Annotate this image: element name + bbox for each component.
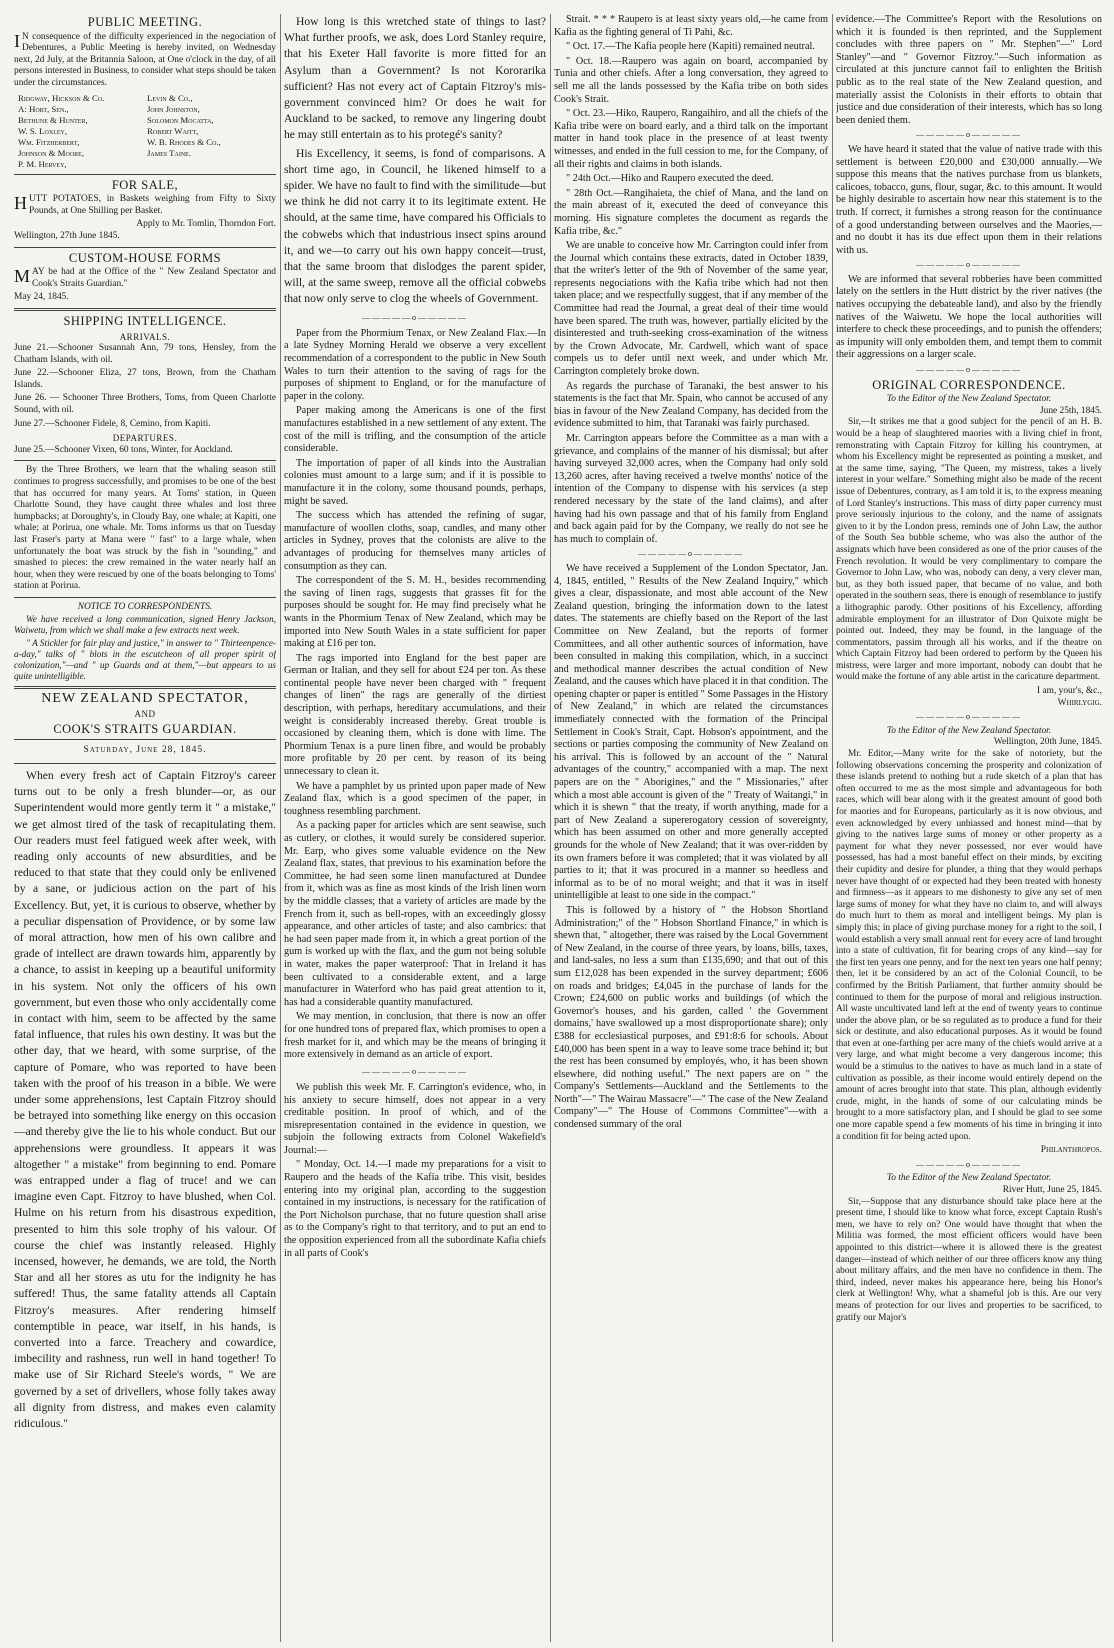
letter-date: River Hutt, June 25, 1845. (1002, 1185, 1102, 1195)
flax-paragraph: As a packing paper for articles which are sent seawise, such as cutlery, or clothes, it would surely be considered superior. Mr. Earp, who gives some valuable evidence on the New Zealand flax, states, that previous to his examination before the Committee, he had seen some linen manufactured at Dundee from it, which was as fine as most kinds of the Irish linen worn by the middle classes; that a variety of articles are made by the French from it, such as bell-ropes, with an exceedingly glossy appearance, and other articles of taste; and also cambrics: that he had seen paper made from it, in which a great portion of the gum is worked up with the flax, and the gum not being soluble in water, makes the paper waterproof: That in Ireland it has been cultivated to a considerable extent, and a large manufacturer in Waterford who has paid great attention to it, has had a considerable quantity manufactured. (284, 820, 546, 1008)
ornament-divider: —————o————— (916, 130, 1022, 140)
customs-date: May 24, 1845. (14, 292, 69, 303)
ornament-divider: —————o————— (916, 260, 1022, 270)
column-rule (550, 14, 551, 1642)
public-meeting-notice (14, 32, 276, 90)
supplement-article (554, 563, 828, 1132)
letter-salutation-heading: To the Editor of the New Zealand Spectator. (886, 725, 1052, 736)
arrival-entry: June 26. — Schooner Three Brothers, Toms, from Queen Charlotte Sound, with oil. (14, 393, 276, 416)
article-paragraph: We are unable to conceive how Mr. Carrington could infer from the Journal which contains these extracts, dated in October 1839, that the writer's letter of the 9th of November of the same year, represents negociations with the Kafia tribe which had not then taken place; and we respectfully suggest, that if any member of the Committee had read the Journal, a great deal of their time would have been spared. The truth was, however, partially elicited by the disinterested and truth-seeking cross-examination of the witness by the Crown Advocate, Mr. Cardwell, which want of space compels us to defer until next week, and under which Mr. Carrington completely broke down. (554, 240, 828, 378)
article-paragraph: Mr. Carrington appears before the Committee as a man with a grievance, and complains of the manner of his dismissal; but after having surveyed 32,000 acres, when the Company had only sold 13,260 acres, after having received a twelve months' notice of the intention of the Company to dispense with his services (a step rendered necessary by the state of the land claims), and after having had his own passage and that of his family from England and back again paid for by the Company, we really do not see he has much to complain of. (554, 433, 828, 545)
article-paragraph: " 24th Oct.—Hiko and Raupero executed the deed. (566, 173, 774, 185)
flax-article (284, 328, 546, 1062)
letter-date: June 25th, 1845. (1040, 405, 1102, 416)
signatory-name: P. M. Hervey, (18, 158, 67, 169)
departures-list (14, 445, 276, 457)
divider (14, 597, 276, 598)
article-paragraph: " Oct. 23.—Hiko, Raupero, Rangaihiro, and all the chiefs of the Kafia tribe were on board early, and a third talk on the important matter in hand took place in the presence of at least twenty witnesses, and ended in the full cession to me, for the Company, of all their rights and claims in both islands. (554, 108, 828, 170)
flax-paragraph: The success which has attended the refining of sugar, manufacture of woollen cloths, soap, candles, and many other articles in Sydney, proves that the colonists are alive to the advantages of producing for themselves many articles of consumption as they can. (284, 510, 546, 572)
divider (14, 763, 276, 764)
column-3 (554, 14, 828, 1642)
carrington-paragraph: We publish this week Mr. F. Carrington's evidence, who, in his anxiety to secure himself, does not appear in a very creditable position. In proof of which, and of the misrepresentation contained in the evidence in question, we subjoin the following extracts from Colonel Wakefield's Journal:— (284, 1081, 546, 1156)
arrival-entry: June 21.—Schooner Susannah Ann, 79 tons, Hensley, from the Chatham Islands, with oil. (14, 343, 276, 365)
ornament-divider: —————o————— (916, 365, 1022, 375)
signatory-name: John Johnston, (147, 103, 200, 114)
article-paragraph: " Oct. 18.—Raupero was again on board, accompanied by Tunia and other chiefs. After a long conversation, they agreed to sell me all the lands possessed by the Kafia tribe on both sides Cook's Strait. (554, 55, 828, 105)
trade-paragraph: We have heard it stated that the value of native trade with this settlement is between £20,000 and £30,000 annually.—We suppose this means that the natives purchase from us blankets, calicoes, tobacco, guns, flour, sugar, &c. to this amount. It would be highly desirable to ascertain how near this statement is to the truth. If correct, it furnishes a strong reason for the continuance of a good understanding between ourselves and the Maories,—and no doubt it has its due effect upon them in their relations with us. (836, 143, 1102, 256)
column-rule (832, 14, 833, 1642)
signatory-name: Ridgway, Hickson & Co. (18, 92, 105, 103)
departure-entry: June 25.—Schooner Vixen, 60 tons, Winter, for Auckland. (14, 444, 233, 455)
column-4 (836, 14, 1102, 1642)
signatory-name (147, 159, 276, 170)
letter-closing: I am, your's, &c., (1037, 686, 1102, 697)
article-paragraph: " 28th Oct.—Rangihaieta, the chief of Mana, and the land on the main abreast of it, executed the deed of conveyance this morning. His signature completes the document as regards the Kafia tribe, &c." (554, 187, 828, 237)
masthead-subtitle: COOK'S STRAITS GUARDIAN. (53, 721, 237, 736)
arrivals-list (14, 343, 276, 430)
robbery-paragraph: We are informed that several robberies have been committed lately on the settlers in the Hutt district by the river natives (the natives occupying the debateable land), and also by the friendly natives of the Waiwetu. We hope the local authorities will interfere to check these proceedings, and to punish the offenders; as impunity will only embolden them, and tempt them to commit their aggressions on a larger scale. (836, 273, 1102, 361)
ornament-divider: —————o————— (362, 312, 468, 322)
letter-salutation-heading: To the Editor of the New Zealand Spectator. (886, 394, 1052, 405)
supplement-paragraph: We have received a Supplement of the London Spectator, Jan. 4, 1845, entitled, " Results of the New Zealand Inquiry," which gives a clear, dispassionate, and most able account of the New Zealand question, bringing the information down to the latest dates. The statements are chiefly based on the Report of the last Committee on New Zealand, but the reports of former Committees, and all other authentic sources of information, have been consulted in making this compilation, which, in a succinct and methodical manner describes the actual condition of New Zealand, and the causes which have placed it in that condition. The opening chapter or paper is entitled " Some Passages in the History of New Zealand," in which are related the circumstances immediately connected with the formation of the Principal Settlement in Cook's Strait, Capt. Hobson's appointment, and the sections or parties composing the community of New Zealand on his arrival. This is followed by an account of the " Natural advantages of the country," accompanied with a map. The next papers are on the " Aborigines," and the " Missionaries," after which a most able account is given of the " Treaty of Waitangi," in which it is shewn " that the treaty, if worth anything, made for a part of New Zealand a supererogatory cession of sovereignty, which has been assumed on other and more generally accepted grounds for the whole of New Zealand; that it was over-ridden by its own framers before it was completed; that it was violated by all parties to it; that it was procured in a manner so heedless and informal as to be of no moral weight; and that it was in itself unintelligible at least to one side in the compact." (554, 562, 828, 902)
public-meeting-text: N consequence of the difficulty experienced in the negociation of Debentures, a Public Meeting is hereby invited, on Wednesday next, 2d July, at the Britannia Saloon, at One o'clock in the day, of all persons interested in Business, to consider what steps should be taken under the circumstances. (14, 31, 276, 88)
letter-signature: Philanthropos. (1040, 1145, 1102, 1156)
flax-paragraph: The rags imported into England for the best paper are German or Italian, and they sell for about £24 per ton. As these continental people have never been charged with " frequent changes of linen" the rags are generally of the dirtiest description, with perhaps, hereditary accumulations, and their weight is considerably increased thereby. Great trouble is occasioned by cleaning them, which is done with lime. The Phormium Tenax is a pure linen fibre, and would be probably more profitable by 20 per cent. by reason of its being unnecessary to clean it. (284, 652, 546, 778)
for-sale-date: Wellington, 27th June 1845. (14, 230, 120, 241)
for-sale-heading: FOR SALE, (111, 177, 179, 192)
for-sale-text: UTT POTATOES, in Baskets weighing from Fifty to Sixty Pounds, at One Shilling per Basket. (29, 194, 276, 216)
notice-heading: NOTICE TO CORRESPONDENTS. (77, 601, 213, 612)
supplement-paragraph: This is followed by a history of " the Hobson Shortland Administration;" of the " Hobson Shortland Finance," in which is shewn that, " altogether, there was raised by the Local Government of New Zealand, in the course of three years, by loans, bills, taxes, and land-sales, no less a sum than £135,690; and that out of this sum £12,028 has been expended in the survey department; £606 on roads and bridges; £4,045 in the purchase of lands for the Crown; £24,600 on public works and buildings (of which the Governor's houses, and his garden, called ' the Government domains,' have swallowed up a most disproportionate share); only £388 for ecclesiastical purposes, and £91:8:6 for schools. About £40,000 has been spent in a way to leave some trace behind it; but the rest has been consumed by employés, who, it has been shown elsewhere, did nothing useful." The next papers are on " the Company's Settlements—Auckland and the Settlements to the North"—" The Wairau Massacre"—" The case of the New Zealand Company"—" The House of Commons Committee"—with a condensed summary of the oral (554, 904, 828, 1131)
masthead-and: AND (134, 709, 156, 720)
signatory-name: A: Hort, Sen., (18, 103, 69, 114)
customs-text: AY be had at the Office of the " New Zealand Spectator and Cook's Straits Guardian." (32, 267, 276, 289)
arrival-entry: June 27.—Schooner Fidele, 8, Cemino, from Kapiti. (14, 418, 211, 429)
article-paragraph: As regards the purchase of Taranaki, the best answer to his statements is the fact that Mr. Spain, who cannot be accused of any bias in favour of the New Zealand Company, has decided from the evidence submitted to him, that Taranaki was fairly purchased. (554, 380, 828, 430)
ornament-divider: —————o————— (638, 549, 744, 559)
customs-heading: CUSTOM-HOUSE FORMS (68, 250, 222, 265)
editorial-paragraph: When every fresh act of Captain Fitzroy's career turns out to be only a fresh blunder—or, as our Superintendent would more gently term it " a mistake," we get almost tired of the task of recapitulating them. Our readers must feel fatigued week after week, with reading only accounts of new absurdities, and be reduced to that state that they could only be enlivened by a sane, or judicious action on the part of his Excellency. But, yet, it is curious to observe, whether by a peculiar dispensation of Providence, or by some law of moral attraction, how men of his own calibre and grade of intellect are drawn towards him, apparently by a chance, to assist in keeping up a beautiful uniformity in his system. Not only the officers of his own government, but even those who only accidentally come in contact with him, seem to be affected by the same fatal influence, that rules his own destiny. It was but the other day, that we heard, with some surprise, of the capture of Pomare, who was reported to have been taken with the proof of his treason in a bible. We were under some apprehensions, lest Captain Fitzroy should be betrayed into something like energy on this occasion—and thereby give the lie to his whole conduct. But our apprehensions were groundless. It appears it was altogether " a mistake" from beginning to end. Pomare was entrapped under a flag of truce! and we can imagine even Capt. Fitzroy to have blushed, when Col. Hulme on his return from his disastrous expedition, presented to him this sole trophy of his valour. Of course the chief was instantly released. Highly incensed, however, he demands, we are told, the North Star and all her stores as utu for the indignity he has suffered! Thus, the same fatality attends all Captain Fitzroy's measures. After rendering himself contemptible in peace, war itself, in his hands, is converted into a farce. Treachery and cowardice, imbecility and rashness, run well in hand together! To make use of Sir Richard Steele's words, " We are governed by a set of drivellers, whose folly takes away all dignity from distress, and makes even calamity ridiculous." (14, 768, 276, 1431)
column-2 (284, 14, 546, 1642)
signatory-name: Bethune & Hunter, (18, 114, 88, 125)
flax-paragraph: We have a pamphlet by us printed upon paper made of New Zealand flax, which is a good specimen of the paper, in toughness resembling parchment. (284, 780, 546, 817)
dropcap-letter: M (14, 266, 31, 287)
divider (14, 686, 276, 689)
for-sale-notice (14, 194, 276, 217)
for-sale-apply: Apply to Mr. Tomlin, Thorndon Fort. (136, 219, 276, 230)
editorial-paragraph: His Excellency, it seems, is fond of comparisons. A short time ago, in Council, he likened himself to a spider. We have no fault to find with the similitude—but we think he did not carry it to its legitimate extent. He should, at the same time, have compared his Officials to the cobwebs which that industrious insect spins around it, and we—to carry out his own happy conceit—trust, that the same broom that dislodges the parent spider, will, at the same sweep, remove all the official cobwebs that now only serve to clog the wheels of Government. (284, 146, 546, 306)
signatory-name: W. S. Loxley, (18, 125, 68, 136)
supplement-continued: evidence.—The Committee's Report with the Resolutions on which it is founded is then reprinted, and the Supplement concludes with three papers on " Mr. Stephen"—" Lord Stanley"—and " Governor Fitzroy."—Such information as circulated at this juncture cannot fail to enlighten the British public as to the real state of the New Zealand question, and materially assist the Colonists in their efforts to obtain that justice and due consideration of their interests, which has so long been denied them. (836, 14, 1102, 126)
flax-paragraph: The correspondent of the S. M. H., besides recommending the saving of linen rags, suggests that grasses fit for the purposes should be sought for. He may find precisely what he wants in the Phormium Tenax of New Zealand, which may be imported into New South Wales in a state sufficient for paper making at £16 per ton. (284, 575, 546, 650)
letter-body: Sir,—Suppose that any disturbance should take place here at the present time, I should like to know what force, except Captain Rush's men, we have to rely on? One would have thought that when the Militia was formed, the most efficient officers would have been appointed to this district—where it is allowed there is the greatest danger—instead of which neither of our three officers know any thing about military affairs, and the men have no confidence in them. The third, indeed, never makes his appearance here, being his Honor's clerk at Wellington! Why, what a shameful job is this. Are our very means of protection for our lives and properties to be sacrificed, to gratify our Major's (836, 1196, 1102, 1323)
divider (14, 308, 276, 311)
divider (14, 460, 276, 461)
public-meeting-heading: PUBLIC MEETING. (87, 15, 203, 29)
ornament-divider: —————o————— (916, 712, 1022, 722)
flax-paragraph: The importation of paper of all kinds into the Australian colonies must amount to a large sum; and if it is possible to manufacture it in the colony, some thousand pounds, perhaps, might be saved. (284, 457, 546, 507)
column-1 (14, 14, 276, 1642)
editorial-continued: How long is this wretched state of things to last? What further proofs, we ask, does Lord Stanley require, that his Exeter Hall favorite is more fitted for an Asylum than a Government? Is not Kororarika sufficient? Has not every act of Captain Fitzroy's mis-government convinced him? Or does he wait for Auckland to be sacked, to remove any lingering doubt he may still entertain as to his protegé's sanity? (284, 15, 546, 142)
flax-paragraph: Paper from the Phormium Tenax, or New Zealand Flax.—In a late Sydney Morning Herald we observe a very excellent recommendation of a correspondent to the public in New South Wales to turn their attention to the saving of rags for the purposes of shipment to England, or for the manufacture of paper in the colony. (284, 327, 546, 402)
signatory-name: Levin & Co., (147, 92, 193, 103)
carrington-article (554, 14, 828, 546)
divider (14, 247, 276, 248)
signatory-name: James Taine. (147, 147, 192, 158)
article-paragraph: " Oct. 17.—The Kafia people here (Kapiti) remained neutral. (566, 41, 815, 53)
dropcap-letter: H (14, 193, 27, 214)
whaling-report: By the Three Brothers, we learn that the whaling season still continues to progress successfully, and promises to be one of the best that has occurred for many years. At Toms' station, in Queen Charlotte Sound, they have caught three whales and lost three humpbacks; at Doroughty's, in Cloudy Bay, one whale; at Kapiti, one whale; at Porirua, one whale. Mr. Toms informs us that on Tuesday last Fraser's party at Mana were " fast" to a large whale, when unfortunately the boat was struck by the fish in "sounding," and smashed to pieces: the crew remained in the water nearly half an hour, when they were rescued by one of the boats belonging to Toms' station at Porirua. (14, 465, 276, 592)
issue-date: Saturday, June 28, 1845. (83, 745, 207, 756)
divider (14, 739, 276, 740)
letter-body: Sir,—It strikes me that a good subject for the pencil of an H. B. would be a heap of slaughtered maories with a living chief in front, remonstrating with Captain Fitzroy for killing his countrymen, at whom his Excellency might be represented as pointing a musket, and at the same time, saying, "The Queen, my mistress, takes a lively interest in your welfare." Something might also be made of the recent issue of Debentures, contrary, as I am told it is, to the express meaning of Lord Stanley's instructions. This mass of dirty paper currency must prove seriously injurious to the colony, and the name of assignats given to it by the London press, reminds one of John Law, the author of the South Sea bubble scheme, who was also the author of the assignats which have been considered as one of the prior causes of the French revolution. It would be very complimentary to compare the Governor to John Law, who was, nobody can deny, a very clever man, but, as they both issued paper, that became of no value, and both operated in the southern seas, there is enough of resemblance to justify a lithographic parody. Other positions of his Excellency, affording admirable employment for an illustrator of Don Quixote might be pointed out. Indeed, they may be found, in the language of the commentators, passim through all his works, and if the theatre on which Captain Fitzroy had been ordered to perform by the Queen his mistress, were larger and more important, nobody can doubt that he would make the fortune of any able artist in the caricature department. (836, 417, 1102, 683)
departures-heading: DEPARTURES. (112, 433, 178, 444)
signatories-list (18, 93, 276, 170)
shipping-heading: SHIPPING INTELLIGENCE. (63, 313, 227, 328)
notice-item: " A Stickler for fair play and justice," in answer to " Thirteenpence-a-day," talks of " blots in the escutcheon of all proper spirit of colonization,"—and " up Guards and at them,"—but appears to us quite unintelligible. (14, 637, 276, 681)
article-paragraph: Strait. * * * Raupero is at least sixty years old,—he came from Kafia as the fighting general of Ti Pahi, &c. (554, 14, 828, 38)
signatory-name: Johnson & Moore, (18, 147, 85, 158)
ornament-divider: —————o————— (916, 1159, 1022, 1169)
letter-date: Wellington, 20th June, 1845. (993, 737, 1102, 748)
dropcap-letter: I (14, 30, 20, 51)
signatory-name: Solomon Mocatta, (147, 114, 214, 125)
journal-extract: " Monday, Oct. 14.—I made my preparations for a visit to Raupero and the heads of the Kafia tribe. This visit, besides entering into my original plan, according to the suggestion contained in my instructions, is necessary for the ratification of the Port Nicholson purchase, that no future question shall arise as to the Company's right to that territory, and to put an end to the opposition experienced from all the subordinate Kafia chiefs in all parts of Cook's (284, 1159, 546, 1259)
signatory-name: Robert Waitt, (147, 125, 199, 136)
customs-notice (14, 267, 276, 290)
correspondence-heading: ORIGINAL CORRESPONDENCE. (872, 377, 1066, 392)
signatory-name: Wm. Fitzherbert, (18, 136, 80, 147)
notice-item: We have received a long communication, signed Henry Jackson, Waiwetu, from which we shall make a few extracts next week. (14, 613, 276, 635)
arrivals-heading: ARRIVALS. (119, 331, 171, 342)
flax-paragraph: We may mention, in conclusion, that there is now an offer for one hundred tons of prepared flax, which promises to open a fresh market for it, and which may be the means of bringing it more extensively in demand as an article of export. (284, 1011, 546, 1061)
letter-salutation-heading: To the Editor of the New Zealand Spectator. (886, 1173, 1052, 1184)
ornament-divider: —————o————— (362, 1066, 468, 1076)
divider (14, 174, 276, 175)
flax-paragraph: Paper making among the Americans is one of the first manufactures established in a new settlement of any extent. The cost of the mill is trifling, and the consumption of the article considerable. (284, 405, 546, 455)
arrival-entry: June 22.—Schooner Eliza, 27 tons, Brown, from the Chatham Islands. (14, 368, 276, 390)
masthead-title: NEW ZEALAND SPECTATOR, (41, 690, 249, 706)
column-rule (280, 14, 281, 1642)
letter-signature: Whirlygig. (1057, 697, 1102, 708)
letter-body: Mr. Editor,—Many write for the sake of notoriety, but the following observations concerning the prosperity and colonization of these islands pretend to nothing but a rude sketch of a plan that has often occurred to me as the most simple and advantageous for both races, which will bear along with it the greatest amount of good both for maories and for Europeans, particularly as it is now obvious, and even acknowledged by every unbiassed and honest mind—that by giving to the natives large sums of money or other property as a payment for what they never possessed, nor ever would have possessed, has had a most baneful effect on their minds, by exciting their cupidity and desire for plunder, a thing that they would perhaps never have thought of or expected had they been treated with honesty and firmness—as it appears to me dishonesty to give any set of men large sums of money for what they have no claim to, and will always do much hurt to them as moral and intelligent beings. My plan is simply this; in place of giving purchase money for a right to the soil, I would establish a very small annual rent for every acre of land brought into a state of cultivation, fit for bearing crops of any kind—say for the first ten years one penny, and for the next ten years one half penny; then, let it be considered by an act of the Colonial Council, to be confirmed by the British Parliament, that further annuity should be continued to them for the purpose of moral and religious instruction. All waste uncultivated land left at the end of twenty years to continue under the above plan, or be so regulated as to produce a fund for their sick or destitute, and also educational purposes. As it would be found that even at one-farthing per acre many of the chiefs would arrive at a very large, and what might become a very dangerous income; this would be a stimulus to the natives to have as much land in a state of cultivation as possible, as their income would entirely depend on the amount of acres brought into that state. This plan, although evidently crude, might, in the hands of some of our calculating minds be brought to a more satisfactory plan, and I should be glad to see some one more capable spend a few moments of his time in bringing it into a condition fit for being acted upon. (836, 749, 1102, 1142)
signatory-name: W. B. Rhodes & Co., (147, 136, 221, 147)
